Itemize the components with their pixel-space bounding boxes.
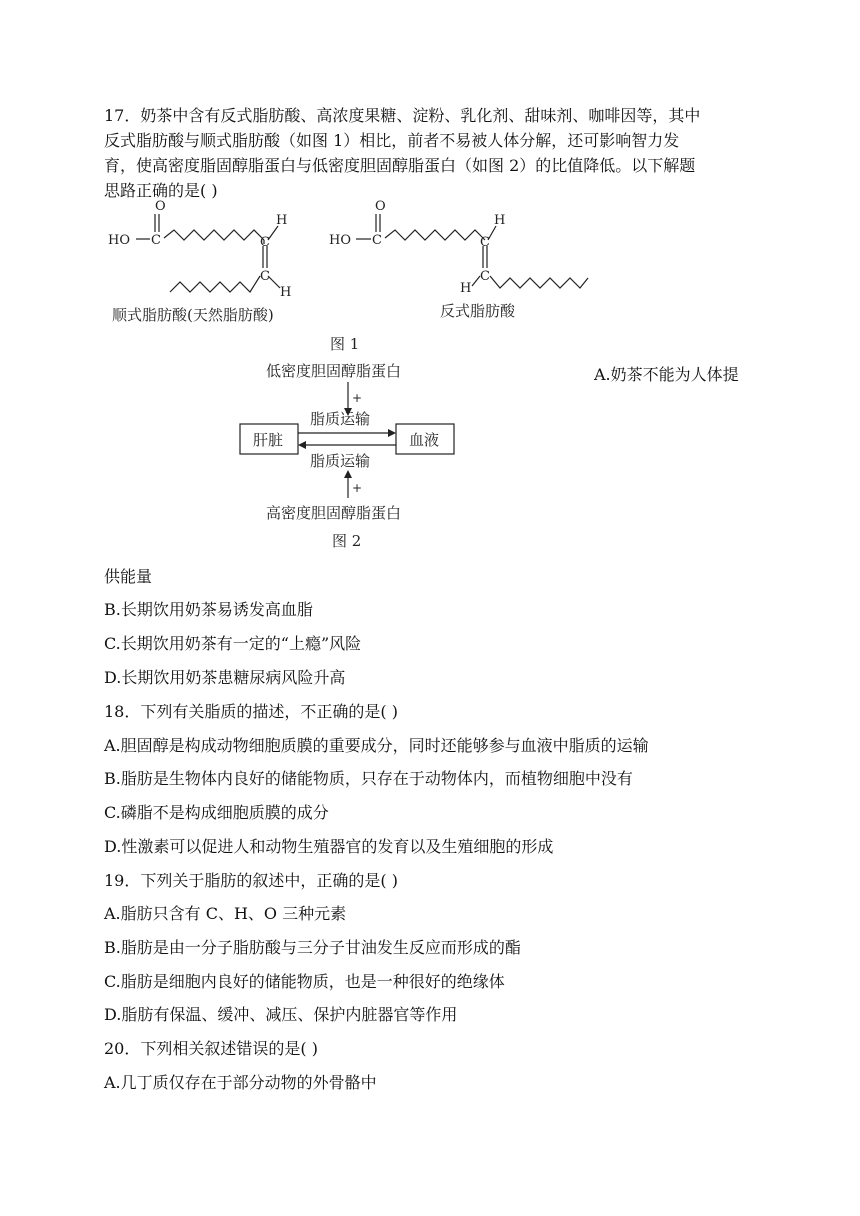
blood-label: 血液 <box>409 431 440 449</box>
q18-option-d: D.性激素可以促进人和动物生殖器官的发育以及生殖细胞的形成 <box>104 837 554 856</box>
transport-label-top: 脂质运输 <box>310 410 371 428</box>
q19-option-c: C.脂肪是细胞内良好的储能物质，也是一种很好的绝缘体 <box>104 972 505 991</box>
cis-fatty-acid-label: 顺式脂肪酸(天然脂肪酸) <box>112 306 274 324</box>
hdl-plus: + <box>352 481 363 495</box>
trans-fatty-acid-label: 反式脂肪酸 <box>440 302 516 320</box>
q17-option-a-start: A.奶茶不能为人体提 <box>594 365 739 384</box>
trans-carbon-lower: C <box>480 269 490 284</box>
transport-label-bottom: 脂质运输 <box>310 452 371 470</box>
q18-option-a: A.胆固醇是构成动物细胞质膜的重要成分，同时还能够参与血液中脂质的运输 <box>104 736 649 755</box>
q18-option-c: C.磷脂不是构成细胞质膜的成分 <box>104 803 329 822</box>
cis-oxygen: O <box>155 199 166 214</box>
cis-hydrogen-top: H <box>276 213 288 228</box>
figure-2-lipid-transport <box>236 358 466 554</box>
trans-hydroxyl: HO <box>329 233 351 248</box>
ldl-label: 低密度胆固醇脂蛋白 <box>266 362 402 380</box>
q18-stem: 18．下列有关脂质的描述，不正确的是( ) <box>104 702 398 721</box>
trans-oxygen: O <box>375 199 386 214</box>
trans-carbon: C <box>372 233 382 248</box>
hdl-label: 高密度胆固醇脂蛋白 <box>266 504 402 522</box>
figure-2-caption: 图 2 <box>332 532 362 550</box>
q17-option-c: C.长期饮用奶茶有一定的“上瘾”风险 <box>104 634 362 653</box>
q17-stem-line-2: 反式脂肪酸与顺式脂肪酸（如图 1）相比，前者不易被人体分解，还可影响智力发 <box>104 131 680 150</box>
q19-stem: 19．下列关于脂肪的叙述中，正确的是( ) <box>104 871 398 890</box>
trans-carbon-upper: C <box>480 235 490 250</box>
q17-option-b: B.长期饮用奶茶易诱发高血脂 <box>104 600 313 619</box>
cis-hydrogen-bottom: H <box>280 285 292 300</box>
q20-stem: 20．下列相关叙述错误的是( ) <box>104 1039 318 1058</box>
q20-option-a: A.几丁质仅存在于部分动物的外骨骼中 <box>104 1073 377 1092</box>
figure-1-caption: 图 1 <box>330 335 360 353</box>
liver-label: 肝脏 <box>253 431 284 449</box>
trans-hydrogen-top: H <box>494 213 506 228</box>
q19-option-a: A.脂肪只含有 C、H、O 三种元素 <box>104 904 347 923</box>
cis-carbon: C <box>151 233 161 248</box>
cis-carbon-lower: C <box>260 269 270 284</box>
q17-stem-line-1: 17．奶茶中含有反式脂肪酸、高浓度果糖、淀粉、乳化剂、甜味剂、咖啡因等，其中 <box>104 106 701 125</box>
q17-option-a-end: 供能量 <box>104 567 153 586</box>
q19-option-d: D.脂肪有保温、缓冲、减压、保护内脏器官等作用 <box>104 1005 458 1024</box>
q17-stem-line-4: 思路正确的是( ) <box>104 181 218 200</box>
figure-1-fatty-acids <box>100 196 600 356</box>
q17-option-d: D.长期饮用奶茶患糖尿病风险升高 <box>104 668 346 687</box>
q18-option-b: B.脂肪是生物体内良好的储能物质，只存在于动物体内，而植物细胞中没有 <box>104 769 633 788</box>
cis-hydroxyl: HO <box>108 233 130 248</box>
q17-stem-line-3: 育，使高密度脂固醇脂蛋白与低密度胆固醇脂蛋白（如图 2）的比值降低。以下解题 <box>104 156 696 175</box>
cis-carbon-upper: C <box>260 235 270 250</box>
trans-hydrogen-bottom: H <box>460 281 472 296</box>
q19-option-b: B.脂肪是由一分子脂肪酸与三分子甘油发生反应而形成的酯 <box>104 938 521 957</box>
ldl-plus: + <box>352 391 363 405</box>
